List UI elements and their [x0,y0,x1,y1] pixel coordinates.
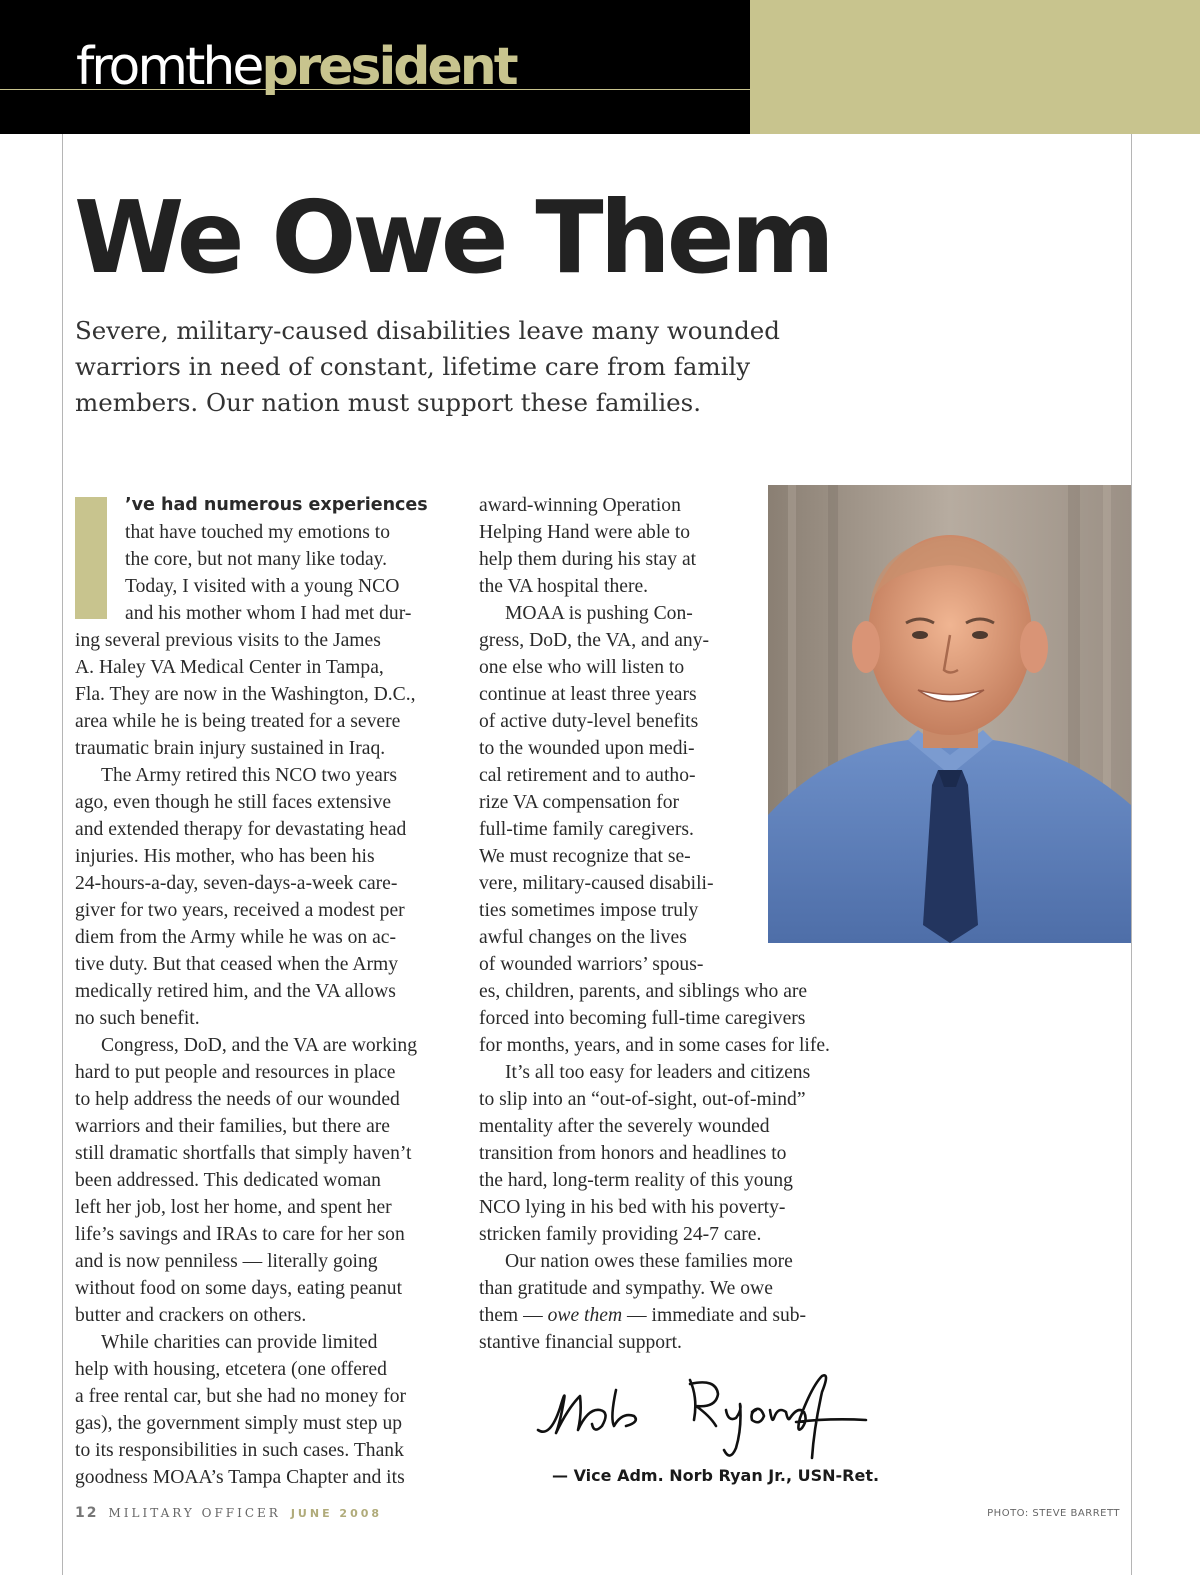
signature [530,1368,870,1468]
text-line: ing several previous visits to the James [75,630,381,651]
text-line: injuries. His mother, who has been his [75,846,375,867]
frame-right-rule [1131,134,1132,1575]
text-line: gas), the government simply must step up [75,1413,403,1434]
article-column-1 [75,492,455,1491]
text-line: vere, military-caused disabili- [479,873,714,894]
text-line: the core, but not many like today. [125,549,388,570]
magazine-name: MILITARY OFFICER [108,1506,281,1520]
paragraph-7 [479,1248,859,1356]
lead-in: ’ve had numerous experiences [125,495,428,515]
text-line: to the wounded upon medi- [479,738,695,759]
text-line: still dramatic shortfalls that simply haven’t [75,1143,412,1164]
text-line: area while he is being treated for a severe [75,711,401,732]
text-line: and is now penniless — literally going [75,1251,378,1272]
text-line: the hard, long-term reality of this young [479,1170,793,1191]
text-line: Our nation owes these families more [505,1251,793,1272]
text-line: than gratitude and sympathy. We owe [479,1278,773,1299]
text-line: no such benefit. [75,1008,200,1029]
text-line: The Army retired this NCO two years [101,765,398,786]
author-photo [768,485,1131,943]
text-line: medically retired him, and the VA allows [75,981,396,1002]
text-line: left her job, lost her home, and spent her [75,1197,392,1218]
text-line: of active duty-level benefits [479,711,699,732]
text-line: the VA hospital there. [479,576,649,597]
text-line: tive duty. But that ceased when the Army [75,954,399,975]
text-line: giver for two years, received a modest per [75,900,405,921]
text-line: While charities can provide limited [101,1332,378,1353]
text-line: rize VA compensation for [479,792,680,813]
signature-name: — Vice Adm. Norb Ryan Jr., USN-Ret. [552,1466,880,1485]
text-line: ago, even though he still faces extensive [75,792,392,813]
text-line: to help address the needs of our wounded [75,1089,400,1110]
text-line: Today, I visited with a young NCO [125,576,400,597]
page-number: 12 [75,1505,99,1521]
section-title-bold: president [261,37,516,97]
text-line: forced into becoming full-time caregivers [479,1008,806,1029]
text-line: to slip into an “out-of-sight, out-of-mind” [479,1089,806,1110]
text-line: and his mother whom I had met dur- [125,603,412,624]
paragraph-4 [75,1329,455,1491]
text-line: diem from the Army while he was on ac- [75,927,397,948]
text-line: help with housing, etcetera (one offered [75,1359,387,1380]
text-line: a free rental car, but she had no money for [75,1386,407,1407]
text-line: ties sometimes impose truly [479,900,699,921]
text-line: that have touched my emotions to [125,522,391,543]
emphasis: owe them [547,1305,623,1326]
text-line: NCO lying in his bed with his poverty- [479,1197,786,1218]
text-fragment: them — [479,1305,548,1326]
text-line: continue at least three years [479,684,697,705]
text-line: A. Haley VA Medical Center in Tampa, [75,657,384,678]
text-line: gress, DoD, the VA, and any- [479,630,710,651]
section-title [76,30,516,104]
text-line: hard to put people and resources in place [75,1062,396,1083]
text-line: one else who will listen to [479,657,685,678]
text-line: to its responsibilities in such cases. Thank [75,1440,404,1461]
text-line: We must recognize that se- [479,846,691,867]
text-line: of wounded warriors’ spous- [479,954,704,975]
footer-folio [75,1503,382,1524]
paragraph-3 [75,1032,455,1329]
text-line [479,1302,859,1329]
text-line: award-winning Operation [479,495,681,516]
text-line: traumatic brain injury sustained in Iraq. [75,738,386,759]
frame-left-rule [62,134,63,1575]
text-line: Helping Hand were able to [479,522,691,543]
text-line: warriors and their families, but there are [75,1116,391,1137]
paragraph-2 [75,762,455,1032]
text-fragment: — immediate and sub- [622,1305,807,1326]
header-tan-band [750,0,1200,134]
text-line: MOAA is pushing Con- [505,603,693,624]
text-line: full-time family caregivers. [479,819,694,840]
issue-date: JUNE 2008 [290,1507,383,1520]
text-line: es, children, parents, and siblings who are [479,981,808,1002]
text-line: for months, years, and in some cases for life. [479,1035,830,1056]
text-line: awful changes on the lives [479,927,687,948]
text-line: Congress, DoD, and the VA are working [101,1035,418,1056]
photo-credit: PHOTO: STEVE BARRETT [987,1508,1120,1519]
headline: We Owe Them [74,179,831,296]
text-line: butter and crackers on others. [75,1305,307,1326]
text-line: stricken family providing 24-7 care. [479,1224,762,1245]
section-title-light: fromthe [76,37,262,97]
text-line: It’s all too easy for leaders and citizens [505,1062,811,1083]
text-line: goodness MOAA’s Tampa Chapter and its [75,1467,405,1488]
text-line: without food on some days, eating peanut [75,1278,403,1299]
text-line: 24-hours-a-day, seven-days-a-week care- [75,873,398,894]
text-line: been addressed. This dedicated woman [75,1170,381,1191]
text-line: Fla. They are now in the Washington, D.C., [75,684,416,705]
text-line: life’s savings and IRAs to care for her son [75,1224,405,1245]
text-line: cal retirement and to autho- [479,765,696,786]
deck: Severe, military-caused disabilities leave many wounded warriors in need of constant, lifetime care from family members. Our nation must support these families. [75,316,780,417]
paragraph-1 [75,492,455,762]
text-line: mentality after the severely wounded [479,1116,770,1137]
text-line: transition from honors and headlines to [479,1143,787,1164]
text-line: stantive financial support. [479,1332,682,1353]
text-line: help them during his stay at [479,549,697,570]
paragraph-6 [479,1059,859,1248]
text-line: and extended therapy for devastating head [75,819,407,840]
